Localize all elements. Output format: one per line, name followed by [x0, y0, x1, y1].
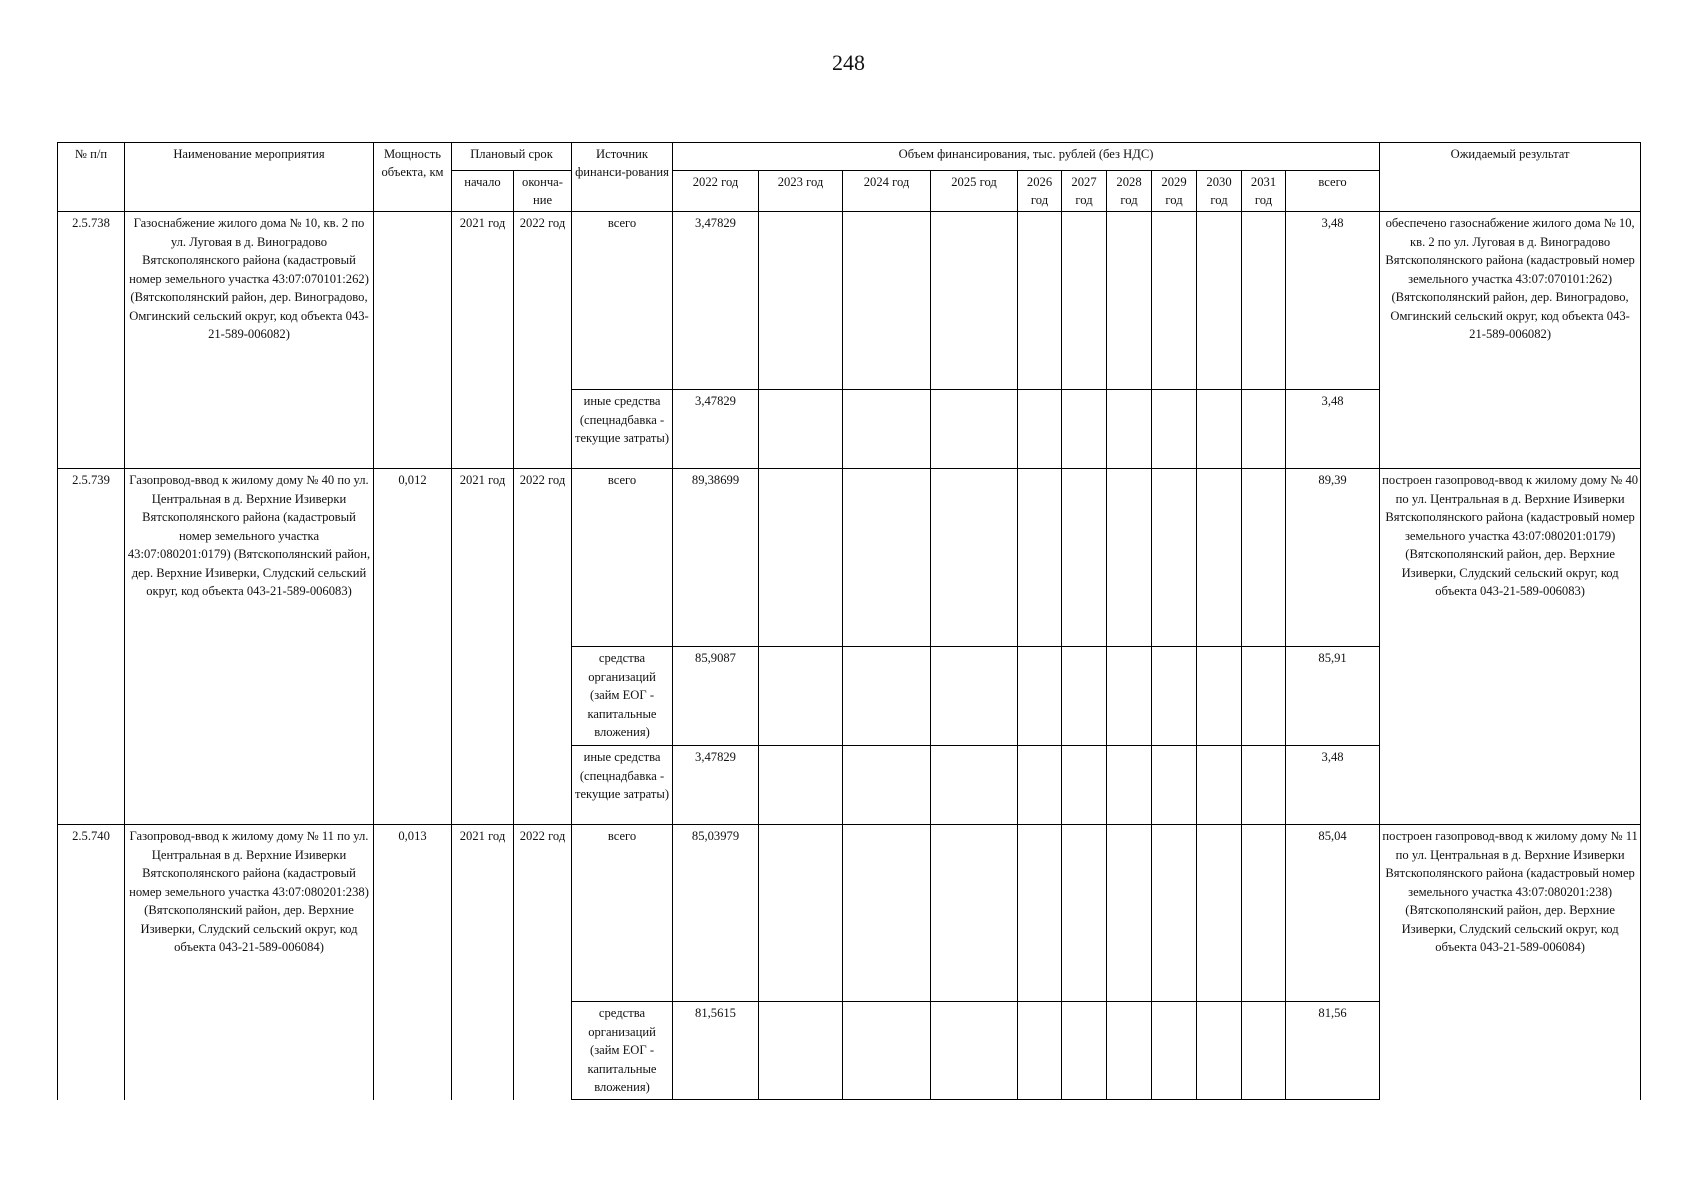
source-label: всего: [572, 825, 673, 1002]
value-total: 85,91: [1286, 647, 1380, 746]
header-year-2026: 2026 год: [1018, 171, 1062, 212]
value-2022: 3,47829: [673, 390, 759, 469]
row-num: 2.5.738: [58, 212, 125, 469]
row-name: Газопровод-ввод к жилому дому № 40 по ул. Центральная в д. Верхние Изиверки Вятскополянского района (кадастровый номер земельного участка 43:07:080201:0179) (Вятскополянский район, дер. Верхние Изиверки, Слудский сельский округ, код объекта 043-21-589-006083): [125, 469, 374, 825]
source-label: всего: [572, 469, 673, 647]
header-year-2029: 2029 год: [1152, 171, 1197, 212]
row-name: Газоснабжение жилого дома № 10, кв. 2 по ул. Луговая в д. Виноградово Вятскополянского района (кадастровый номер земельного участка 43:07:070101:262) (Вятскополянский район, дер. Виноградово, Омгинский сельский округ, код объекта 043-21-589-006082): [125, 212, 374, 469]
header-result: Ожидаемый результат: [1380, 143, 1641, 212]
row-num: 2.5.740: [58, 825, 125, 1100]
value-total: 3,48: [1286, 212, 1380, 390]
header-volume: Объем финансирования, тыс. рублей (без НДС): [673, 143, 1380, 171]
source-label: средства организаций (займ ЕОГ - капитальные вложения): [572, 1002, 673, 1100]
value-2022: 85,03979: [673, 825, 759, 1002]
row-result: обеспечено газоснабжение жилого дома № 10, кв. 2 по ул. Луговая в д. Виноградово Вятскополянского района (кадастровый номер земельного участка 43:07:070101:262) (Вятскополянский район, дер. Виноградово, Омгинский сельский округ, код объекта 043-21-589-006082): [1380, 212, 1641, 469]
table-row: [58, 825, 1641, 1002]
header-year-2023: 2023 год: [759, 171, 843, 212]
value-total: 81,56: [1286, 1002, 1380, 1100]
row-power: 0,013: [374, 825, 452, 1100]
row-num: 2.5.739: [58, 469, 125, 825]
header-year-2030: 2030 год: [1197, 171, 1242, 212]
header-end: оконча-ние: [514, 171, 572, 212]
header-year-2025: 2025 год: [931, 171, 1018, 212]
value-2022: 3,47829: [673, 212, 759, 390]
header-year-2022: 2022 год: [673, 171, 759, 212]
header-total: всего: [1286, 171, 1380, 212]
row-result: построен газопровод-ввод к жилому дому № 11 по ул. Центральная в д. Верхние Изиверки Вятскополянского района (кадастровый номер земельного участка 43:07:080201:238) (Вятскополянский район, дер. Верхние Изиверки, Слудский сельский округ, код объекта 043-21-589-006084): [1380, 825, 1641, 1100]
row-power: [374, 212, 452, 469]
header-start: начало: [452, 171, 514, 212]
row-end: 2022 год: [514, 212, 572, 469]
value-total: 3,48: [1286, 390, 1380, 469]
row-name: Газопровод-ввод к жилому дому № 11 по ул. Центральная в д. Верхние Изиверки Вятскополянского района (кадастровый номер земельного участка 43:07:080201:238) (Вятскополянский район, дер. Верхние Изиверки, Слудский сельский округ, код объекта 043-21-589-006084): [125, 825, 374, 1100]
row-result: построен газопровод-ввод к жилому дому № 40 по ул. Центральная в д. Верхние Изиверки Вятскополянского района (кадастровый номер земельного участка 43:07:080201:0179) (Вятскополянский район, дер. Верхние Изиверки, Слудский сельский округ, код объекта 043-21-589-006083): [1380, 469, 1641, 825]
value-total: 89,39: [1286, 469, 1380, 647]
value-2022: 89,38699: [673, 469, 759, 647]
value-total: 3,48: [1286, 746, 1380, 825]
header-power: Мощность объекта, км: [374, 143, 452, 212]
row-end: 2022 год: [514, 469, 572, 825]
value-2022: 85,9087: [673, 647, 759, 746]
table-row: [58, 469, 1641, 647]
header-source: Источник финанси-рования: [572, 143, 673, 212]
header-plan-term: Плановый срок: [452, 143, 572, 171]
page-number: 248: [832, 50, 865, 75]
financing-table: [57, 142, 1641, 1100]
header-year-2028: 2028 год: [1107, 171, 1152, 212]
value-2022: 3,47829: [673, 746, 759, 825]
header-year-2024: 2024 год: [843, 171, 931, 212]
row-start: 2021 год: [452, 825, 514, 1100]
source-label: иные средства (спецнадбавка - текущие затраты): [572, 390, 673, 469]
row-start: 2021 год: [452, 469, 514, 825]
value-2022: 81,5615: [673, 1002, 759, 1100]
source-label: иные средства (спецнадбавка - текущие затраты): [572, 746, 673, 825]
source-label: средства организаций (займ ЕОГ - капитальные вложения): [572, 647, 673, 746]
value-total: 85,04: [1286, 825, 1380, 1002]
row-power: 0,012: [374, 469, 452, 825]
table-row: [58, 212, 1641, 390]
row-start: 2021 год: [452, 212, 514, 469]
header-num: № п/п: [58, 143, 125, 212]
header-name: Наименование мероприятия: [125, 143, 374, 212]
header-year-2031: 2031 год: [1242, 171, 1286, 212]
header-year-2027: 2027 год: [1062, 171, 1107, 212]
row-end: 2022 год: [514, 825, 572, 1100]
source-label: всего: [572, 212, 673, 390]
